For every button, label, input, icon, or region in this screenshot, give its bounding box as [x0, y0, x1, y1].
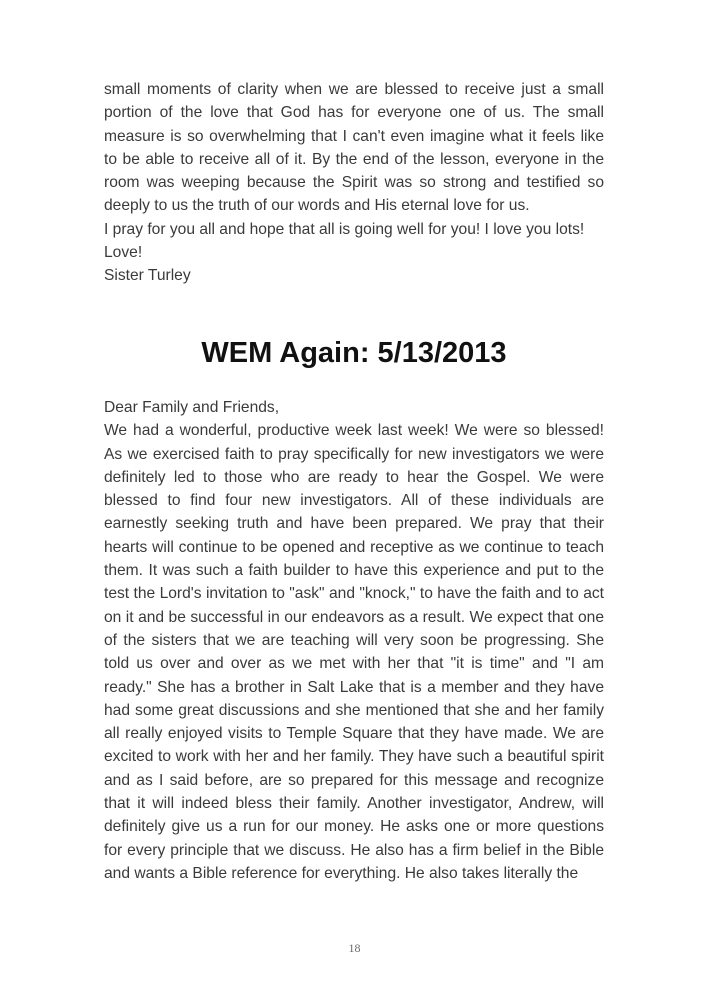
letter-section	[104, 396, 604, 885]
body-paragraph: small moments of clarity when we are blessed to receive just a small portion of the love that God has for everyone one of us. The small measure is so overwhelming that I can't even imagine what it feels like to be able to receive all of it. By the end of the lesson, everyone in the room was weeping because the Spirit was so strong and testified so deeply to us the truth of our words and His eternal love for us.	[104, 81, 604, 215]
letter-body: We had a wonderful, productive week last week! We were so blessed! As we exercised faith to pray specifically for new investigators we were definitely led to those who are ready to hear the Gospel. We were blessed to find four new investigators. All of these individuals are earnestly seeking truth and have been prepared. We pray that their hearts will continue to be opened and receptive as we continue to teach them. It was such a faith builder to have this experience and put to the test the Lord's invitation to "ask" and "knock," to have the faith and to act on it and be successful in our endeavors as a result. We expect that one of the sisters that we are teaching will very soon be progressing. She told us over and over as we met with her that "it is time" and "I am ready." She has a brother in Salt Lake that is a member and they have had some great discussions and she mentioned that she and her family all really enjoyed visits to Temple Square that they have made. We are excited to work with her and her family. They have such a beautiful spirit and as I said before, are so prepared for this message and recognize that it will indeed bless their family. Another investigator, Andrew, will definitely give us a run for our money. He asks one or more questions for every principle that we discuss. He also has a firm belief in the Bible and wants a Bible reference for everything. He also takes literally the	[104, 422, 604, 882]
signature: Sister Turley	[104, 267, 191, 285]
closing-line: I pray for you all and hope that all is going well for you! I love you lots!	[104, 220, 585, 238]
section-heading: WEM Again: 5/13/2013	[201, 337, 507, 369]
salutation: Dear Family and Friends,	[104, 399, 280, 416]
previous-letter-ending	[104, 78, 604, 288]
page-number: 18	[348, 941, 361, 955]
signoff: Love!	[104, 244, 143, 262]
